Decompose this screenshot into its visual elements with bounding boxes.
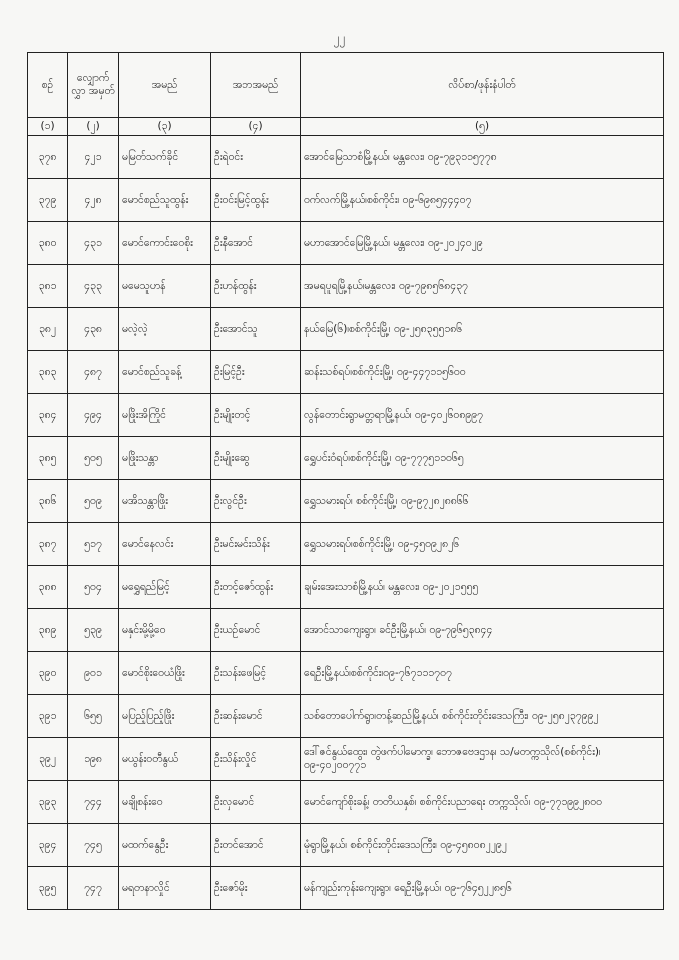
application-no-cell: ၅၃၉ xyxy=(68,609,119,652)
serial-cell: ၃၈၇ xyxy=(28,523,68,566)
application-no-cell: ၄၉၄ xyxy=(68,394,119,437)
father-name-cell: ဦးလှမောင် xyxy=(211,781,301,824)
address-cell: မဟာအောင်မြေမြို့နယ်၊ မန္တလေး၊ ၀၉-၂၀၂၄၀၂၉ xyxy=(301,222,664,265)
serial-cell: ၃၇၈ xyxy=(28,136,68,179)
address-cell: ချမ်းအေးသာစံမြို့နယ်၊ မန္တလေး၊ ၀၉-၂၀၂၁၅၅၅ xyxy=(301,566,664,609)
father-name-cell: ဦးမျိုးတင့် xyxy=(211,394,301,437)
header-application-no: လျှောက် လွှာ အမှတ် xyxy=(68,53,119,118)
address-cell: အောင်မြေသာစံမြို့နယ်၊ မန္တလေး၊ ၀၉-၇၉၃၁၁၅၇၇၈ xyxy=(301,136,664,179)
column-index: (၃) xyxy=(119,118,211,136)
address-cell: မောင်ကျော်စိုးခန့်၊ တတိယနှစ်၊ စစ်ကိုင်းပညာရေး တက္ကသိုလ်၊ ၀၉-၇၇၁၉၉၂၈၀၀ xyxy=(301,781,664,824)
name-cell: မထက်နွေဦး xyxy=(119,824,211,867)
column-index: (၅) xyxy=(301,118,664,136)
serial-cell: ၃၈၂ xyxy=(28,308,68,351)
application-no-cell: ၄၂၁ xyxy=(68,136,119,179)
name-cell: မယွန်းဝတီနွယ် xyxy=(119,738,211,781)
serial-cell: ၃၈၉ xyxy=(28,609,68,652)
table-row xyxy=(28,867,664,910)
address-cell: ဒေါ်ဇင်နွယ်ထွေး၊ တွဲဖက်ပါမောက္ခ၊ ဘောဇဗေဒဌာန၊ သ/မတက္ကသိုလ်(စစ်ကိုင်း)၊ ၀၉-၄၀၂၀၀၇၇၁ xyxy=(301,738,664,781)
name-cell: မနှင်းမို့မို့ဝေ xyxy=(119,609,211,652)
header-row xyxy=(28,53,664,118)
application-no-cell: ၇၄၅ xyxy=(68,824,119,867)
father-name-cell: ဦးသိန်းလှိုင် xyxy=(211,738,301,781)
name-cell: မရွှေရည်မြင့် xyxy=(119,566,211,609)
table-row xyxy=(28,609,664,652)
table-row xyxy=(28,265,664,308)
applicant-table xyxy=(27,52,664,910)
father-name-cell: ဦးဟန်ထွန်း xyxy=(211,265,301,308)
table-row xyxy=(28,781,664,824)
serial-cell: ၃၉၄ xyxy=(28,824,68,867)
table-row xyxy=(28,824,664,867)
father-name-cell: ဦးအောင်သူ xyxy=(211,308,301,351)
serial-cell: ၃၉၅ xyxy=(28,867,68,910)
table-body xyxy=(28,136,664,910)
address-cell: ရေဦးမြို့နယ်၊စစ်ကိုင်း၊၀၉-၇၆၇၁၁၁၇၀၇ xyxy=(301,652,664,695)
address-cell: မန်ကျည်းကုန်းကျေးရွာ၊ ရေဦးမြို့နယ်၊ ၀၉-၇၆၄၅၂၂၈၅၆ xyxy=(301,867,664,910)
serial-cell: ၃၉၁ xyxy=(28,695,68,738)
header-address-phone: လိပ်စာ/ဖုန်းနံပါတ် xyxy=(301,53,664,118)
address-cell: နယ်မြေ(၆)၊စစ်ကိုင်းမြို့၊ ၀၉-၂၅၈၃၅၅၁၈၆ xyxy=(301,308,664,351)
serial-cell: ၃၈၅ xyxy=(28,437,68,480)
address-cell: မုံရွာမြို့နယ်၊ စစ်ကိုင်းတိုင်းဒေသကြီး၊ ၀၉-၄၅၈၀၈၂၂၉၂ xyxy=(301,824,664,867)
address-cell: ရွှေပင်းဝံရပ်၊စစ်ကိုင်းမြို့၊ ၀၉-၇၇၇၅၁၁၀၆၅ xyxy=(301,437,664,480)
table-row xyxy=(28,136,664,179)
table-row xyxy=(28,566,664,609)
name-cell: မမေသူဟန် xyxy=(119,265,211,308)
table-row xyxy=(28,652,664,695)
address-cell: လွန်တောင်းရွာမတ္တရာမြို့နယ်၊ ၀၉-၄၀၂၆၀၈၉၉၇ xyxy=(301,394,664,437)
name-cell: မပြည့်ပြည့်ဖြိုး xyxy=(119,695,211,738)
father-name-cell: ဦးနီအောင် xyxy=(211,222,301,265)
address-cell: သစ်တောပေါက်ရွာ၊တန့်ဆည်မြို့နယ်၊ စစ်ကိုင်းတိုင်းဒေသကြီး၊ ၀၉-၂၅၈၂၃၇၉၉၂ xyxy=(301,695,664,738)
serial-cell: ၃၉၀ xyxy=(28,652,68,695)
name-cell: မဖြိုးသန္တာ xyxy=(119,437,211,480)
table-row xyxy=(28,523,664,566)
header-father-name: အဘအမည် xyxy=(211,53,301,118)
table-row xyxy=(28,695,664,738)
application-no-cell: ၄၃၁ xyxy=(68,222,119,265)
table-row xyxy=(28,308,664,351)
father-name-cell: ဦးဆန်းမောင် xyxy=(211,695,301,738)
father-name-cell: ဦးမင်းမင်းသိန်း xyxy=(211,523,301,566)
father-name-cell: ဦးလွင်ဦး xyxy=(211,480,301,523)
table-row xyxy=(28,351,664,394)
address-cell: အမရပူရမြို့နယ်၊မန္တလေး၊ ၀၉-၇၉၈၅၆၈၄၃၇ xyxy=(301,265,664,308)
application-no-cell: ၄၂၈ xyxy=(68,179,119,222)
application-no-cell: ၅၀၉ xyxy=(68,480,119,523)
address-cell: ရွှေသမားရပ်၊စစ်ကိုင်းမြို့၊ ၀၉-၄၅၀၉၂၈၂၆ xyxy=(301,523,664,566)
father-name-cell: ဦးဝင်းမြင့်ထွန်း xyxy=(211,179,301,222)
father-name-cell: ဦးယဉ်မောင် xyxy=(211,609,301,652)
page-number: ၂၂ xyxy=(333,31,346,45)
header-name: အမည် xyxy=(119,53,211,118)
name-cell: မောင်စည်သူထွန်း xyxy=(119,179,211,222)
address-cell: ဆန်းသစ်ရပ်၊စစ်ကိုင်းမြို့၊ ၀၉-၄၄၇၁၁၅၆၀၀ xyxy=(301,351,664,394)
application-no-cell: ၇၄၄ xyxy=(68,781,119,824)
application-no-cell: ၉၀၁ xyxy=(68,652,119,695)
name-cell: မမြတ်သက်ခိုင် xyxy=(119,136,211,179)
father-name-cell: ဦးတင်အောင် xyxy=(211,824,301,867)
name-cell: မောင်စိုးဝေယံဖြိုး xyxy=(119,652,211,695)
header-serial: စဉ် xyxy=(28,53,68,118)
column-index-row xyxy=(28,118,664,136)
application-no-cell: ၅၀၄ xyxy=(68,566,119,609)
table-row xyxy=(28,437,664,480)
application-no-cell: ၅၀၅ xyxy=(68,437,119,480)
name-cell: မအိသန္တာဖြိုး xyxy=(119,480,211,523)
serial-cell: ၃၈၄ xyxy=(28,394,68,437)
father-name-cell: ဦးမျိုးဆွေ xyxy=(211,437,301,480)
father-name-cell: ဦးတင့်ဇော်ထွန်း xyxy=(211,566,301,609)
name-cell: မလဲ့လဲ့ xyxy=(119,308,211,351)
serial-cell: ၃၈၃ xyxy=(28,351,68,394)
table-row xyxy=(28,480,664,523)
serial-cell: ၃၉၃ xyxy=(28,781,68,824)
serial-cell: ၃၉၂ xyxy=(28,738,68,781)
name-cell: မောင်နေလင်း xyxy=(119,523,211,566)
serial-cell: ၃၈၀ xyxy=(28,222,68,265)
application-no-cell: ၁၉၈ xyxy=(68,738,119,781)
table-row xyxy=(28,394,664,437)
address-cell: ဝက်လက်မြို့နယ်၊စစ်ကိုင်း၊ ၀၉-၆၉၈၅၄၄၄၀၇ xyxy=(301,179,664,222)
name-cell: မောင်စည်သူခန့် xyxy=(119,351,211,394)
application-no-cell: ၇၄၇ xyxy=(68,867,119,910)
column-index: (၁) xyxy=(28,118,68,136)
application-no-cell: ၆၅၅ xyxy=(68,695,119,738)
application-no-cell: ၄၃၈ xyxy=(68,308,119,351)
serial-cell: ၃၈၁ xyxy=(28,265,68,308)
table-row xyxy=(28,179,664,222)
address-cell: ရွှေသမားရပ်၊ စစ်ကိုင်းမြို့၊ ၀၉-၉၇၂၈၂၈၈၆၆ xyxy=(301,480,664,523)
serial-cell: ၃၇၉ xyxy=(28,179,68,222)
father-name-cell: ဦးသန်းဖေမြင့် xyxy=(211,652,301,695)
address-cell: အောင်သာကျေးရွာ၊ ခင်ဦးမြို့နယ်၊ ၀၉-၇၉၆၅၃၈၄၄ xyxy=(301,609,664,652)
name-cell: မချိုစန်းဝေ xyxy=(119,781,211,824)
table-row xyxy=(28,738,664,781)
table-row xyxy=(28,222,664,265)
father-name-cell: ဦးမြင့်ဦး xyxy=(211,351,301,394)
serial-cell: ၃၈၈ xyxy=(28,566,68,609)
column-index: (၂) xyxy=(68,118,119,136)
serial-cell: ၃၈၆ xyxy=(28,480,68,523)
name-cell: မဖြိုးအိကြိုင် xyxy=(119,394,211,437)
name-cell: မရတနာလှိုင် xyxy=(119,867,211,910)
father-name-cell: ဦးဇော်မိုး xyxy=(211,867,301,910)
application-no-cell: ၄၃၃ xyxy=(68,265,119,308)
column-index: (၄) xyxy=(211,118,301,136)
father-name-cell: ဦးရဲဝင်း xyxy=(211,136,301,179)
application-no-cell: ၄၈၇ xyxy=(68,351,119,394)
application-no-cell: ၅၁၇ xyxy=(68,523,119,566)
name-cell: မောင်ကောင်းဝေစိုး xyxy=(119,222,211,265)
